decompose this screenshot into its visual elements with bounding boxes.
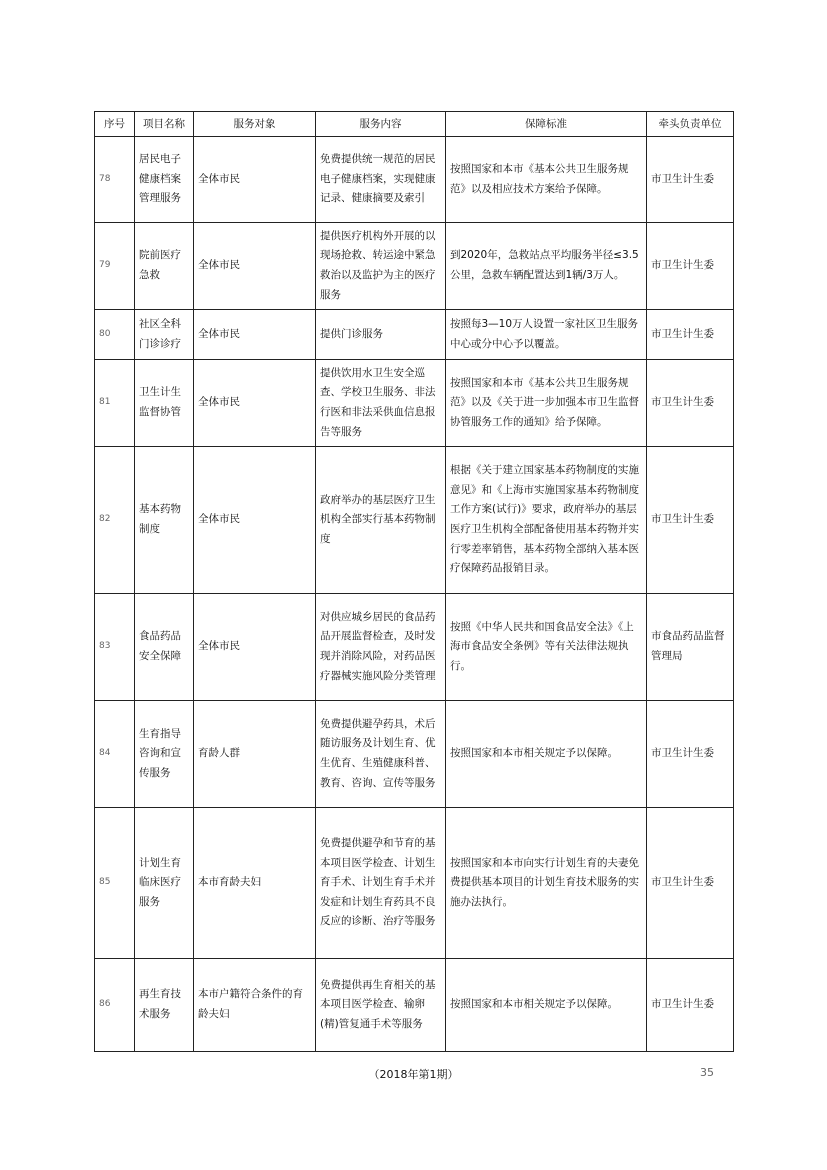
- table-row: [95, 223, 734, 310]
- row-standard: 按照《中华人民共和国食品安全法》《上海市食品安全条例》等有关法律法规执行。: [446, 594, 647, 701]
- row-unit: 市卫生计生委: [647, 223, 734, 310]
- row-standard: 按照国家和本市相关规定予以保障。: [446, 701, 647, 808]
- row-target: 本市户籍符合条件的育龄夫妇: [194, 959, 316, 1052]
- header-target: 服务对象: [194, 112, 316, 137]
- table-row: [95, 447, 734, 594]
- row-name: 生育指导咨询和宣传服务: [135, 701, 194, 808]
- row-content: 政府举办的基层医疗卫生机构全部实行基本药物制度: [316, 447, 446, 594]
- row-standard: 按照国家和本市向实行计划生育的夫妻免费提供基本项目的计划生育技术服务的实施办法执行。: [446, 808, 647, 959]
- row-target: 本市育龄夫妇: [194, 808, 316, 959]
- row-num: 84: [95, 701, 135, 808]
- row-unit: 市卫生计生委: [647, 310, 734, 360]
- table-row: [95, 310, 734, 360]
- row-standard: 按照国家和本市《基本公共卫生服务规范》以及相应技术方案给予保障。: [446, 137, 647, 223]
- row-name: 食品药品安全保障: [135, 594, 194, 701]
- services-table: [94, 111, 734, 1052]
- row-content: 免费提供避孕药具，术后随访服务及计划生育、优生优育、生殖健康科普、教育、咨询、宣传等服务: [316, 701, 446, 808]
- row-unit: 市卫生计生委: [647, 137, 734, 223]
- row-target: 全体市民: [194, 223, 316, 310]
- row-name: 居民电子健康档案管理服务: [135, 137, 194, 223]
- row-unit: 市食品药品监督管理局: [647, 594, 734, 701]
- row-name: 基本药物制度: [135, 447, 194, 594]
- row-unit: 市卫生计生委: [647, 360, 734, 447]
- header-name: 项目名称: [135, 112, 194, 137]
- row-target: 全体市民: [194, 594, 316, 701]
- row-standard: 按照每3—10万人设置一家社区卫生服务中心或分中心予以覆盖。: [446, 310, 647, 360]
- row-content: 提供医疗机构外开展的以现场抢救、转运途中紧急救治以及监护为主的医疗服务: [316, 223, 446, 310]
- row-num: 81: [95, 360, 135, 447]
- page-number: 35: [700, 1066, 714, 1079]
- table-row: [95, 808, 734, 959]
- row-content: 免费提供再生育相关的基本项目医学检查、输卵(精)管复通手术等服务: [316, 959, 446, 1052]
- row-unit: 市卫生计生委: [647, 447, 734, 594]
- header-unit: 牵头负责单位: [647, 112, 734, 137]
- row-num: 79: [95, 223, 135, 310]
- row-name: 社区全科门诊诊疗: [135, 310, 194, 360]
- row-unit: 市卫生计生委: [647, 701, 734, 808]
- row-num: 85: [95, 808, 135, 959]
- table-row: [95, 360, 734, 447]
- row-unit: 市卫生计生委: [647, 959, 734, 1052]
- row-name: 院前医疗急救: [135, 223, 194, 310]
- row-content: 对供应城乡居民的食品药品开展监督检查，及时发现并消除风险，对药品医疗器械实施风险分类管理: [316, 594, 446, 701]
- header-num: 序号: [95, 112, 135, 137]
- row-standard: 根据《关于建立国家基本药物制度的实施意见》和《上海市实施国家基本药物制度工作方案(试行)》要求，政府举办的基层医疗卫生机构全部配备使用基本药物并实行零差率销售，基本药物全部纳入基本医疗保障药品报销目录。: [446, 447, 647, 594]
- row-content: 免费提供避孕和节育的基本项目医学检查、计划生育手术、计划生育手术并发症和计划生育药具不良反应的诊断、治疗等服务: [316, 808, 446, 959]
- row-name: 再生育技术服务: [135, 959, 194, 1052]
- header-content: 服务内容: [316, 112, 446, 137]
- row-num: 82: [95, 447, 135, 594]
- table-header-row: [95, 112, 734, 137]
- row-num: 83: [95, 594, 135, 701]
- row-standard: 按照国家和本市《基本公共卫生服务规范》以及《关于进一步加强本市卫生监督协管服务工作的通知》给予保障。: [446, 360, 647, 447]
- row-num: 86: [95, 959, 135, 1052]
- row-standard: 按照国家和本市相关规定予以保障。: [446, 959, 647, 1052]
- table-row: [95, 959, 734, 1052]
- row-target: 全体市民: [194, 360, 316, 447]
- row-num: 78: [95, 137, 135, 223]
- row-name: 卫生计生监督协管: [135, 360, 194, 447]
- row-content: 提供门诊服务: [316, 310, 446, 360]
- row-target: 全体市民: [194, 310, 316, 360]
- table-row: [95, 137, 734, 223]
- table-row: [95, 701, 734, 808]
- row-target: 育龄人群: [194, 701, 316, 808]
- row-standard: 到2020年，急救站点平均服务半径≤3.5公里，急救车辆配置达到1辆/3万人。: [446, 223, 647, 310]
- row-unit: 市卫生计生委: [647, 808, 734, 959]
- row-name: 计划生育临床医疗服务: [135, 808, 194, 959]
- row-num: 80: [95, 310, 135, 360]
- issue-footer: （2018年第1期）: [368, 1068, 459, 1081]
- row-target: 全体市民: [194, 137, 316, 223]
- row-content: 免费提供统一规范的居民电子健康档案，实现健康记录、健康摘要及索引: [316, 137, 446, 223]
- row-target: 全体市民: [194, 447, 316, 594]
- table-row: [95, 594, 734, 701]
- header-standard: 保障标准: [446, 112, 647, 137]
- row-content: 提供饮用水卫生安全巡查、学校卫生服务、非法行医和非法采供血信息报告等服务: [316, 360, 446, 447]
